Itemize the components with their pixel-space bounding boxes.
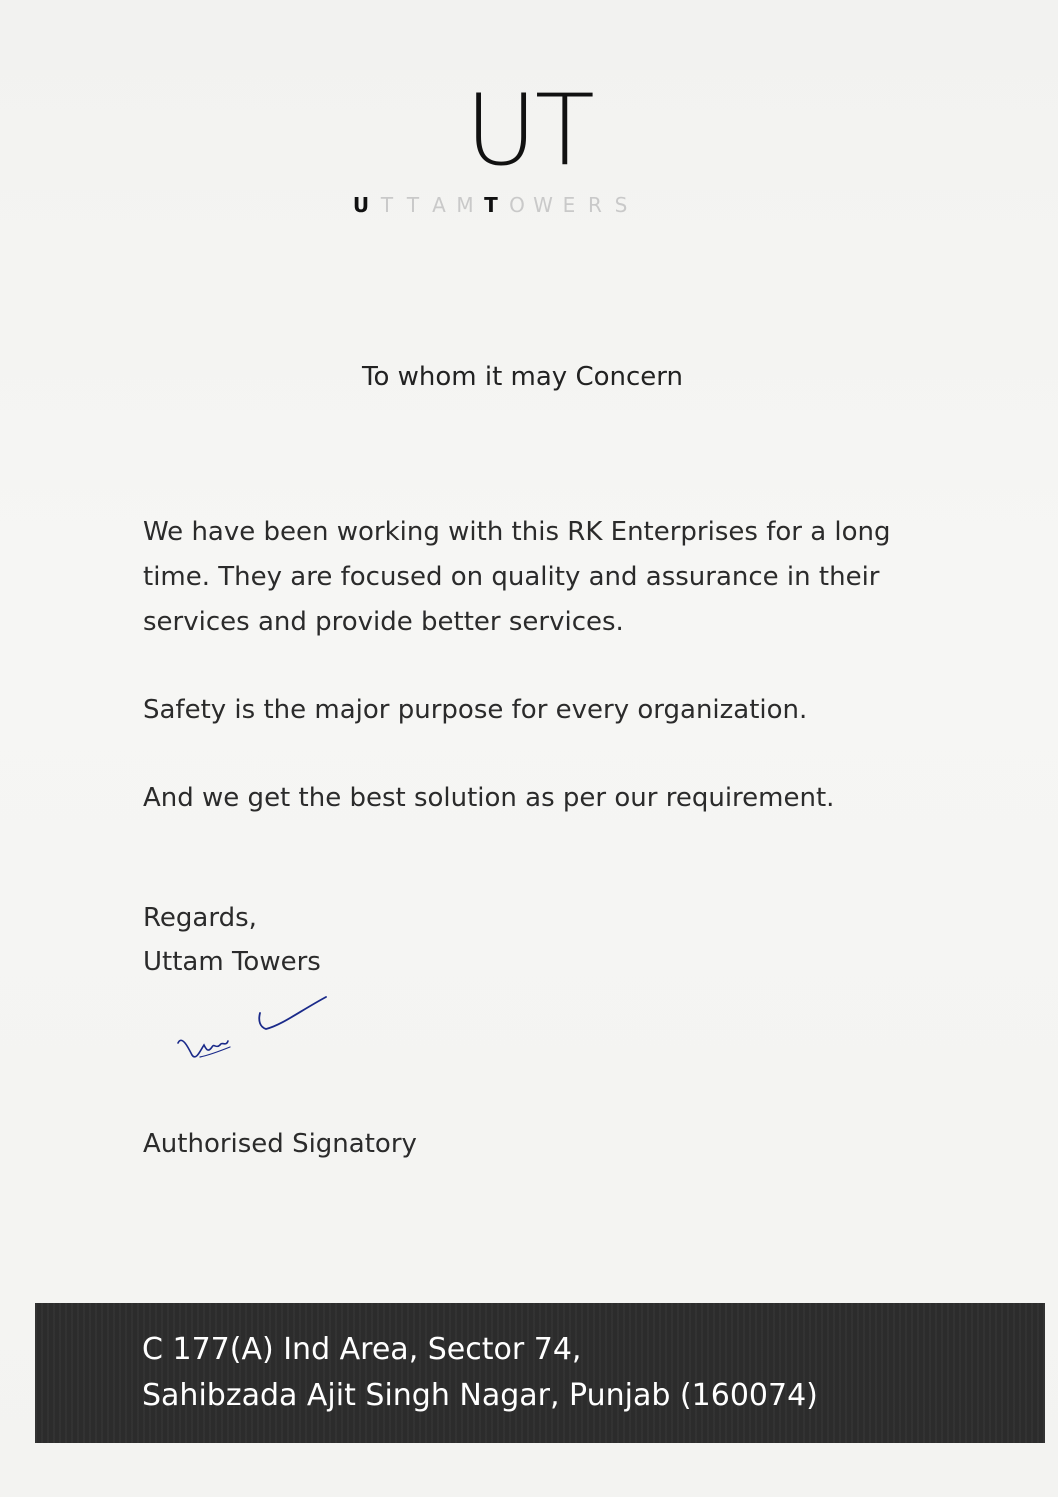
address-line-1: C 177(A) Ind Area, Sector 74, bbox=[142, 1332, 582, 1367]
letter-subject: To whom it may Concern bbox=[361, 362, 683, 392]
wordmark-letter: R bbox=[588, 193, 602, 217]
logo-mark: UT bbox=[465, 74, 593, 188]
wordmark-letter: O bbox=[509, 193, 525, 217]
wordmark-letter: E bbox=[562, 193, 576, 217]
wordmark-letter: M bbox=[456, 193, 474, 217]
body-paragraph: We have been working with this RK Enterprises for a long time. They are focused on quality and assurance in their services and provide better services. bbox=[143, 517, 891, 637]
wordmark-letter: A bbox=[432, 193, 446, 217]
wordmark-letter: W bbox=[533, 193, 553, 217]
address-footer-band bbox=[35, 1303, 1045, 1443]
wordmark-letter: T bbox=[380, 193, 394, 217]
address-line-2: Sahibzada Ajit Singh Nagar, Punjab (160074) bbox=[142, 1378, 818, 1413]
wordmark-letter: S bbox=[614, 193, 628, 217]
body-paragraph: Safety is the major purpose for every organization. bbox=[143, 695, 808, 725]
signatory-title: Authorised Signatory bbox=[143, 1129, 417, 1159]
logo-wordmark bbox=[348, 190, 748, 220]
body-paragraph: And we get the best solution as per our requirement. bbox=[143, 783, 835, 813]
closing-salutation: Regards, bbox=[143, 903, 257, 933]
handwritten-signature bbox=[170, 985, 340, 1075]
wordmark-letter: U bbox=[352, 193, 370, 217]
wordmark-letter: T bbox=[406, 193, 420, 217]
sender-company: Uttam Towers bbox=[143, 947, 321, 977]
wordmark-letter: T bbox=[484, 193, 498, 217]
